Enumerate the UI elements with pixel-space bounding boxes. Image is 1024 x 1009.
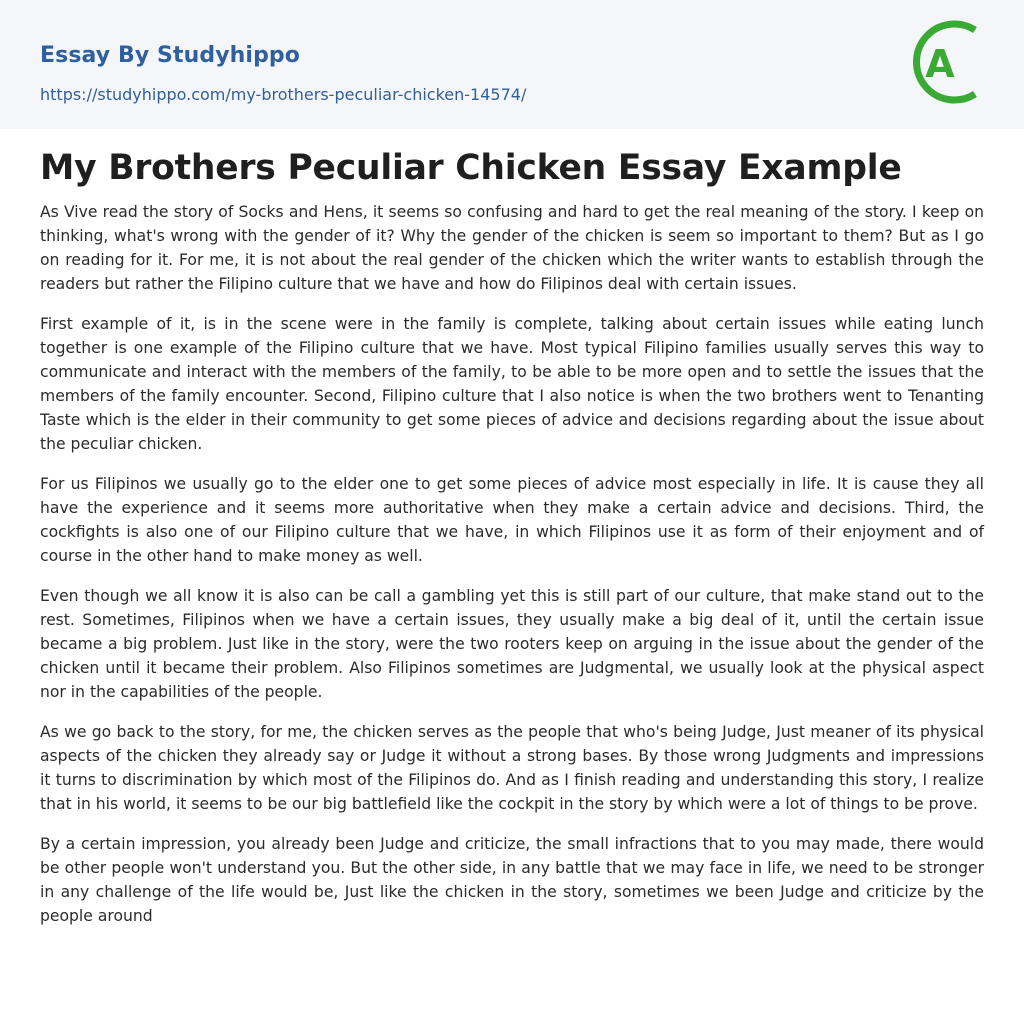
site-brand[interactable]: Essay By Studyhippo: [40, 43, 300, 68]
logo-letter: A: [925, 42, 955, 86]
studyhippo-logo-icon[interactable]: [909, 18, 989, 106]
essay-paragraph: As Vive read the story of Socks and Hens, it seems so confusing and hard to get the real meaning of the story. I keep on thinking, what's wrong with the gender of it? Why the gender of the chicken is seem so important to them? But as I go on reading for it. For me, it is not about the real gender of the chicken which the writer wants to establish through the readers but rather the Filipino culture that we have and how do Filipinos deal with certain issues.: [40, 203, 984, 293]
essay-body: [40, 200, 984, 944]
page-url-link[interactable]: https://studyhippo.com/my-brothers-peculiar-chicken-14574/: [40, 85, 527, 104]
essay-paragraph: Even though we all know it is also can be call a gambling yet this is still part of our culture, that make stand out to the rest. Sometimes, Filipinos when we have a certain issues, they usually make a big deal of it, until the certain issue became a big problem. Just like in the story, were the two rooters keep on arguing in the issue about the gender of the chicken until it became their problem. Also Filipinos sometimes are Judgmental, we usually look at the physical aspect nor in the capabilities of the people.: [40, 587, 984, 701]
essay-paragraph: First example of it, is in the scene were in the family is complete, talking about certain issues while eating lunch together is one example of the Filipino culture that we have. Most typical Filipino families usually serves this way to communicate and interact with the members of the family, to be able to be more open and to settle the issues that the members of the family encounter. Second, Filipino culture that I also notice is when the two brothers went to Tenanting Taste which is the elder in their community to get some pieces of advice and decisions regarding about the issue about the peculiar chicken.: [40, 315, 984, 453]
essay-paragraph: As we go back to the story, for me, the chicken serves as the people that who's being Judge, Just meaner of its physical aspects of the chicken they already say or Judge it without a strong bases. By those wrong Judgments and impressions it turns to discrimination by which most of the Filipinos do. And as I finish reading and understanding this story, I realize that in his world, it seems to be our big battlefield like the cockpit in the story by which were a lot of things to be prove.: [40, 723, 984, 813]
page-title: My Brothers Peculiar Chicken Essay Example: [40, 148, 902, 188]
essay-paragraph: By a certain impression, you already been Judge and criticize, the small infractions that to you may made, there would be other people won't understand you. But the other side, in any battle that we may face in life, we need to be stronger in any challenge of the life would be, Just like the chicken in the story, sometimes we been Judge and criticize by the people around: [40, 835, 984, 925]
essay-paragraph: For us Filipinos we usually go to the elder one to get some pieces of advice most especially in life. It is cause they all have the experience and it seems more authoritative when they make a certain advice and decisions. Third, the cockfights is also one of our Filipino culture that we have, in which Filipinos use it as form of their enjoyment and of course in the other hand to make money as well.: [40, 475, 984, 565]
site-header: [0, 0, 1024, 129]
